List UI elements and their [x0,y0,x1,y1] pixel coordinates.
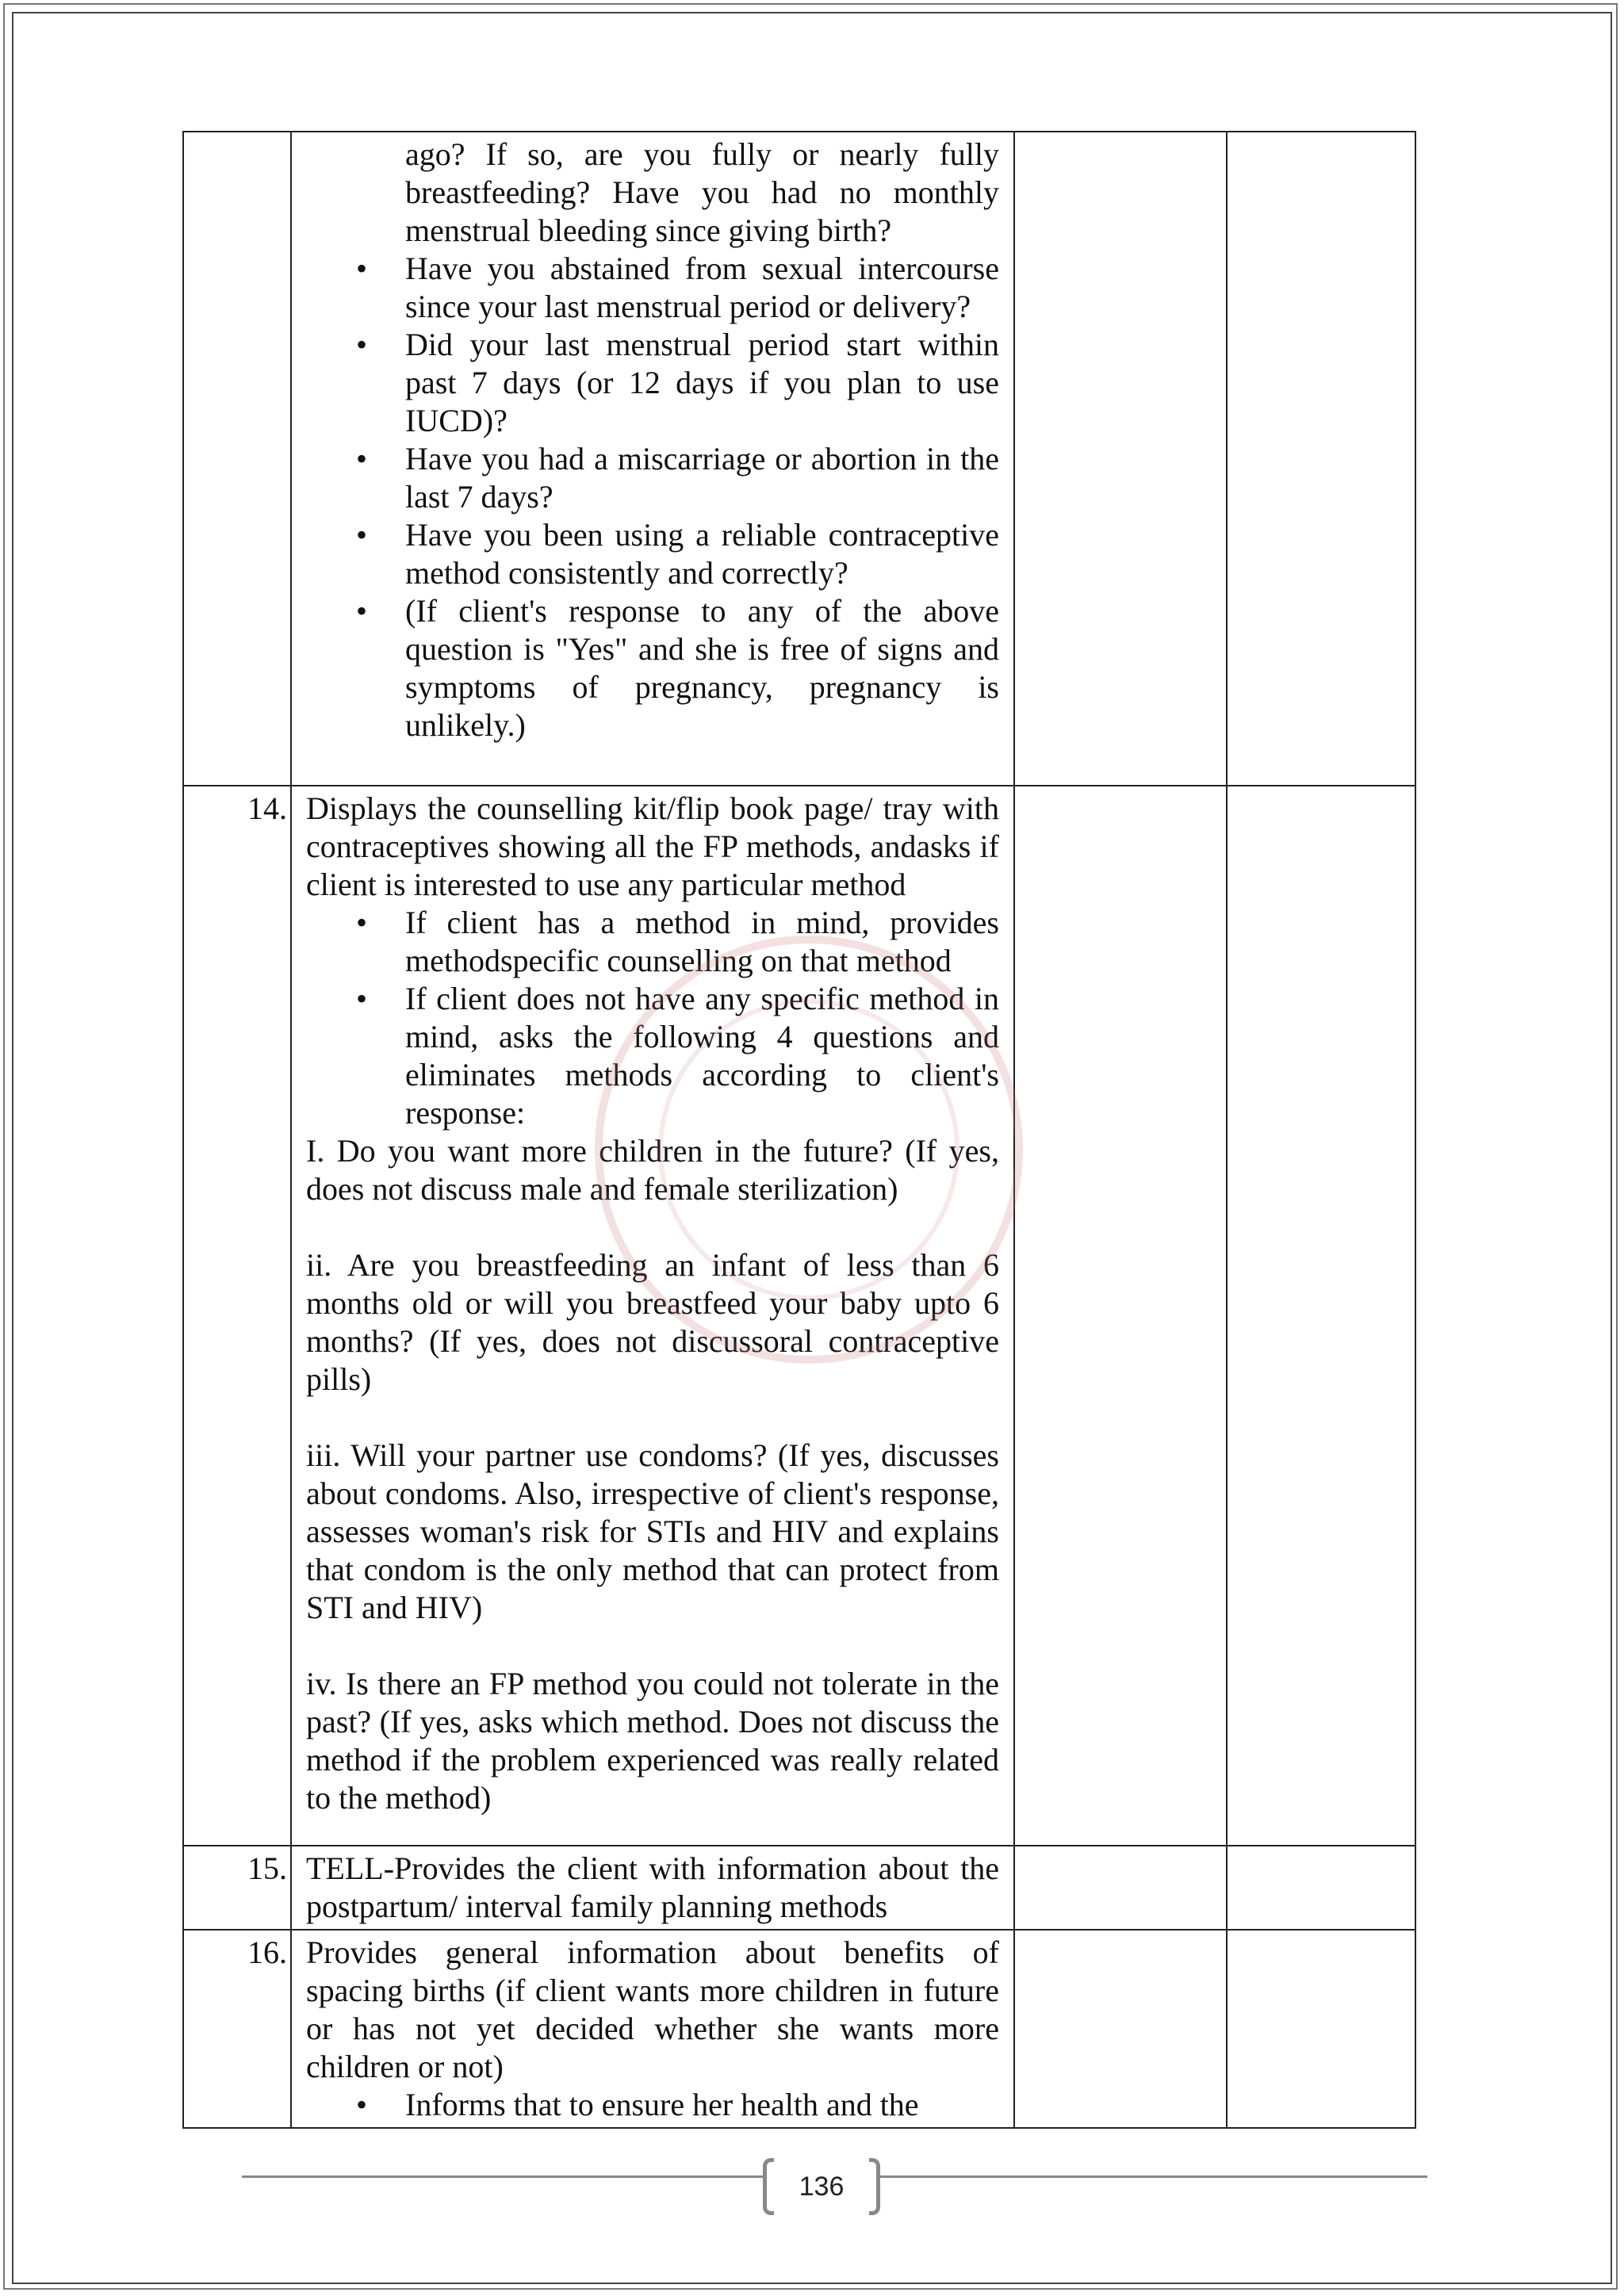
check-cell-a[interactable] [1014,132,1227,786]
check-cell-b[interactable] [1227,1930,1415,2128]
row-text: TELL-Provides the client with information about the postpartum/ interval family planning methods [291,1846,1014,1930]
row-number [183,132,291,786]
table-row [183,132,1415,786]
list-item: • If client has a method in mind, provides methodspecific counselling on that method [405,904,999,980]
table-row [183,786,1415,1846]
page-number-box [763,2158,880,2215]
question-item: iv. Is there an FP method you could not tolerate in the past? (If yes, asks which method. Does not discuss the method if the problem experienced was really related to the method) [306,1666,999,1816]
row-number: 16. [183,1930,291,2128]
row-text [291,1930,1014,2128]
footer-rule-left [242,2175,765,2178]
checklist-table [182,131,1416,2129]
row-number: 14. [183,786,291,1846]
question-item: iii. Will your partner use condoms? (If yes, discusses about condoms. Also, irrespective of client's response, assesses woman's risk for STIs and HIV and explains that condom is the only method that can protect from STI and HIV) [306,1437,999,1625]
question-item: ii. Are you breastfeeding an infant of less than 6 months old or will you breastfeed your baby upto 6 months? (If yes, does not discussoral contraceptive pills) [306,1247,999,1397]
list-item: • Have you been using a reliable contraceptive method consistently and correctly? [405,516,999,592]
list-item: • Informs that to ensure her health and the [405,2086,999,2124]
check-cell-a[interactable] [1014,786,1227,1846]
check-cell-b[interactable] [1227,1846,1415,1930]
row-text [291,132,1014,786]
bullet-list [306,250,999,744]
list-item: • If client does not have any specific method in mind, asks the following 4 questions and eliminates methods according to client's response: [405,980,999,1132]
bullet-list [306,2086,999,2124]
bracket-left-icon [763,2158,774,2215]
footer-rule-right [876,2175,1427,2178]
question-item: I. Do you want more children in the future? (If yes, does not discuss male and female sterilization) [306,1133,999,1207]
list-item: • (If client's response to any of the above question is "Yes" and she is free of signs and symptoms of pregnancy, pregnancy is unlikely.) [405,592,999,744]
row-intro: Displays the counselling kit/flip book page/ tray with contraceptives showing all the FP methods, andasks if client is interested to use any particular method [306,790,999,902]
check-cell-b[interactable] [1227,786,1415,1846]
bullet-list [306,904,999,1132]
bracket-right-icon [869,2158,880,2215]
list-item: • Have you abstained from sexual intercourse since your last menstrual period or delivery? [405,250,999,326]
list-item: • Have you had a miscarriage or abortion in the last 7 days? [405,440,999,516]
list-item: • Did your last menstrual period start within past 7 days (or 12 days if you plan to use IUCD)? [405,326,999,440]
row-text [291,786,1014,1846]
check-cell-a[interactable] [1014,1930,1227,2128]
table-row [183,1930,1415,2128]
row-intro: Provides general information about benefits of spacing births (if client wants more children in future or has not yet decided whether she wants more children or not) [306,1934,999,2084]
continued-text: ago? If so, are you fully or nearly fully breastfeeding? Have you had no monthly menstrual bleeding since giving birth? [405,136,999,248]
page-number: 136 [799,2171,845,2202]
row-number: 15. [183,1846,291,1930]
check-cell-a[interactable] [1014,1846,1227,1930]
check-cell-b[interactable] [1227,132,1415,786]
table-row [183,1846,1415,1930]
